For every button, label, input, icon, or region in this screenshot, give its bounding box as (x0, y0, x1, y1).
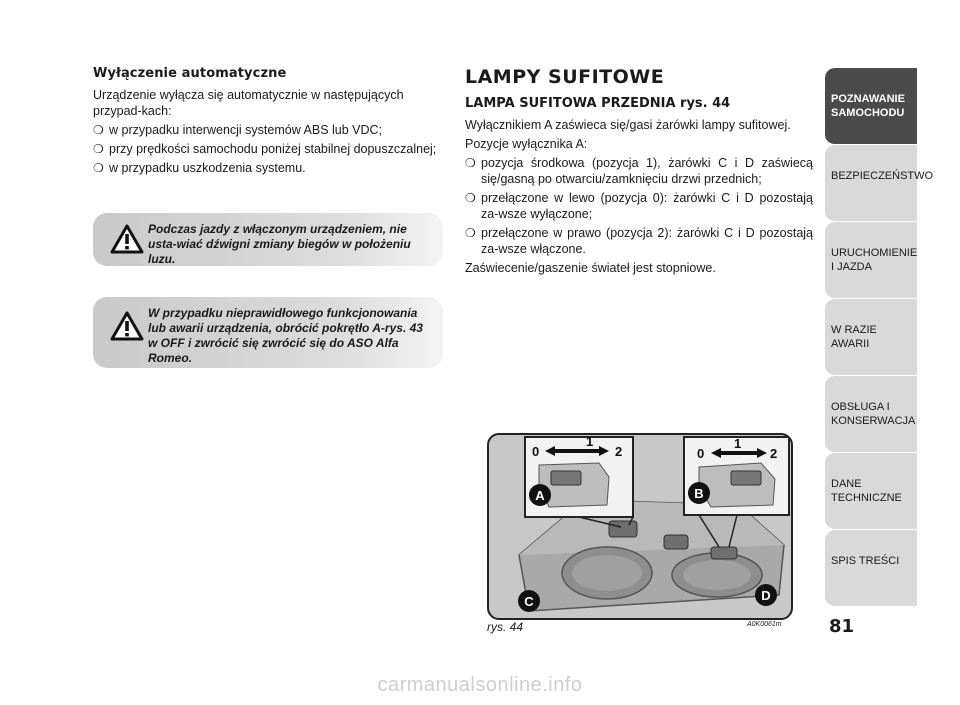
right-column (465, 66, 813, 279)
ceiling-lamp-illustration (489, 435, 791, 618)
bullet-icon: ❍ (93, 161, 104, 175)
warning-text: W przypadku nieprawidłowego funkcjonowania lub awarii urządzenia, obrócić pokrętło A-rys. 43 w OFF i zwrócić się zwrócić się do ASO Alfa Romeo. (148, 306, 423, 365)
label-d: D (761, 588, 771, 603)
bullet-icon: ❍ (465, 191, 476, 205)
list-item: ❍ przełączone w lewo (pozycja 0): żarówki C i D pozostają za-wsze wyłączone; (465, 191, 813, 221)
list-item: ❍ w przypadku uszkodzenia systemu. (93, 161, 306, 175)
warning-triangle-icon (110, 224, 144, 254)
bullet-icon: ❍ (93, 142, 104, 156)
list-item: ❍ przełączone w prawo (pozycja 2): żarówki C i D pozostają za-wsze włączone. (465, 226, 813, 256)
chapter-tabs (825, 68, 934, 607)
list-item: ❍ w przypadku interwencji systemów ABS lub VDC; (93, 123, 383, 137)
paragraph: Pozycje wyłącznika A: (465, 137, 588, 151)
tab-spis-tresci[interactable]: SPIS TREŚCI (825, 530, 917, 607)
figure-code: A0K0061m (747, 621, 782, 628)
warning-text: Podczas jazdy z włączonym urządzeniem, nie usta-wiać dźwigni zmiany biegów w położeniu luzu. (148, 222, 411, 266)
tab-poznawanie-samochodu[interactable]: POZNAWANIE SAMOCHODU (825, 68, 917, 145)
intro-text: Urządzenie wyłącza się automatycznie w następujących przypad-kach: (93, 88, 404, 118)
position-2-label: 2 (770, 446, 778, 461)
section-heading: Wyłączenie automatyczne (93, 66, 287, 81)
bullet-icon: ❍ (465, 226, 476, 240)
tab-dane-techniczne[interactable]: DANE TECHNICZNE (825, 453, 917, 530)
warning-box (93, 213, 443, 266)
bullet-icon: ❍ (93, 123, 104, 137)
left-column (93, 66, 443, 179)
tab-uruchomienie-i-jazda[interactable]: URUCHOMIENIE I JAZDA (825, 222, 917, 299)
tab-bezpieczenstwo[interactable]: BEZPIECZEŃSTWO (825, 145, 917, 222)
label-c: C (524, 594, 534, 609)
list-item: ❍ pozycja środkowa (pozycja 1), żarówki C i D zaświecą się/gasną po otwarciu/zamknięciu drzwi przednich; (465, 156, 813, 186)
list-item: ❍ przy prędkości samochodu poniżej stabilnej dopuszczalnej; (93, 142, 437, 156)
tab-w-razie-awarii[interactable]: W RAZIE AWARII (825, 299, 917, 376)
warning-box (93, 297, 443, 368)
page-title: LAMPY SUFITOWE (465, 66, 665, 88)
watermark: carmanualsonline.info (377, 674, 583, 696)
label-a: A (535, 488, 545, 503)
ceiling-lamp-figure (487, 433, 793, 620)
tab-obsluga-i-konserwacja[interactable]: OBSŁUGA I KONSERWACJA (825, 376, 917, 453)
label-b: B (694, 486, 704, 501)
position-0-label: 0 (697, 446, 705, 461)
figure-caption: rys. 44 (487, 620, 524, 634)
position-1-label: 1 (586, 435, 594, 449)
position-0-label: 0 (532, 444, 540, 459)
warning-triangle-icon (110, 311, 144, 341)
page-number: 81 (829, 616, 855, 637)
paragraph: Wyłącznikiem A zaświeca się/gasi żarówki lampy sufitowej. (465, 118, 791, 132)
position-2-label: 2 (615, 444, 623, 459)
bullet-icon: ❍ (465, 156, 476, 170)
paragraph: Zaświecenie/gaszenie świateł jest stopniowe. (465, 261, 716, 275)
position-1-label: 1 (734, 436, 742, 451)
section-subtitle: LAMPA SUFITOWA PRZEDNIA rys. 44 (465, 96, 731, 111)
